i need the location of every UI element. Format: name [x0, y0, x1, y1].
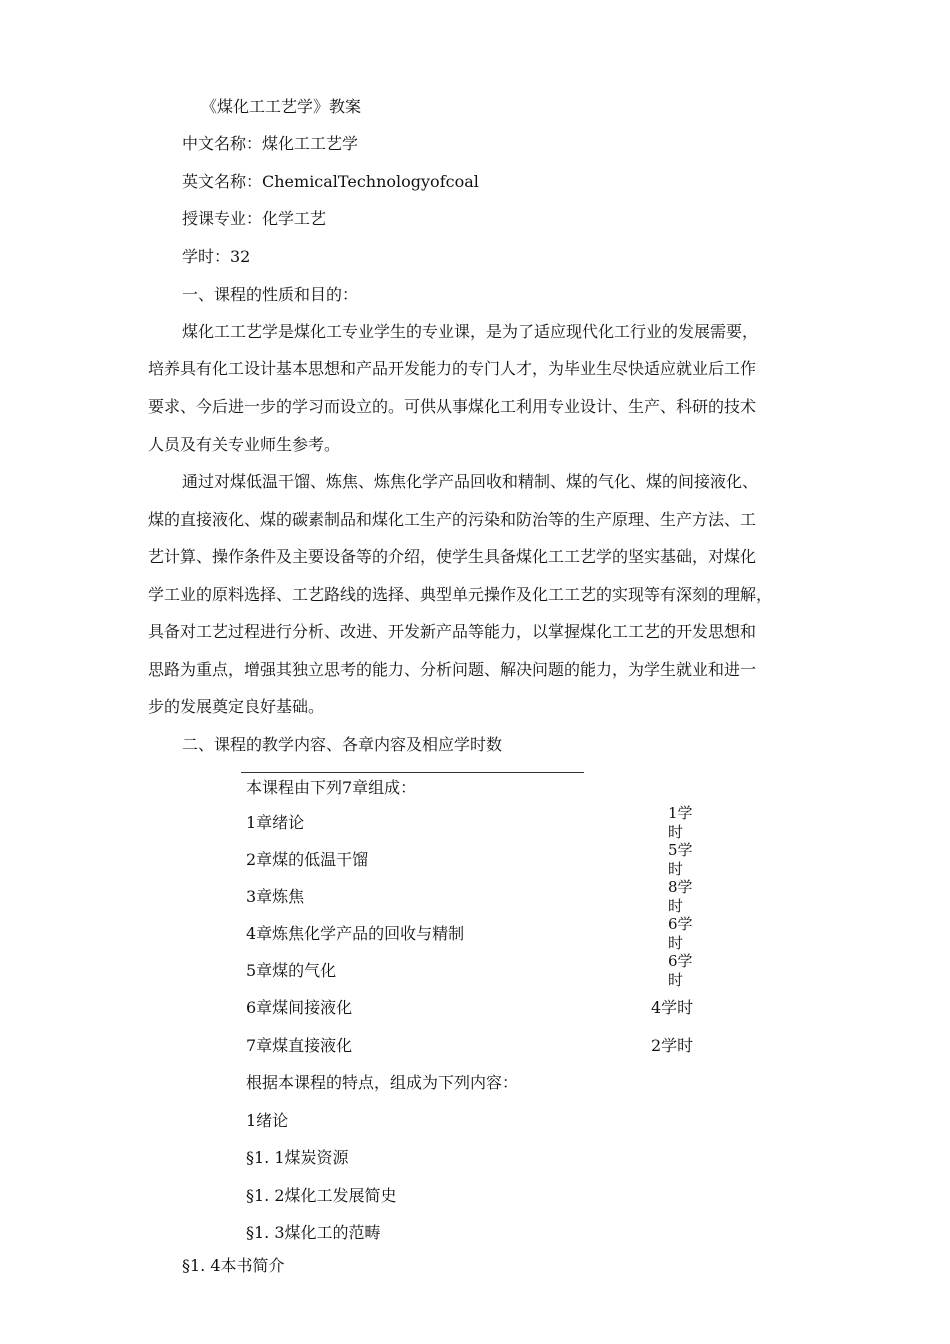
chapter-hours-part: 时 — [668, 934, 684, 952]
chinese-name: 中文名称：煤化工工艺学 — [182, 134, 359, 153]
table-top-rule — [241, 772, 584, 773]
chapter-hours-part: 时 — [668, 971, 684, 989]
paragraph-2-line: 学工业的原料选择、工艺路线的选择、典型单元操作及化工工艺的实现等有深刻的理解， — [148, 585, 773, 604]
subsection-item: §1. 3煤化工的范畴 — [246, 1223, 381, 1242]
chapter-name: 7章煤直接液化 — [246, 1036, 353, 1055]
chapter-hours — [668, 841, 708, 879]
paragraph-2-line: 通过对煤低温干馏、炼焦、炼焦化学产品回收和精制、煤的气化、煤的间接液化、 — [182, 472, 759, 491]
chapter-name: 5章煤的气化 — [246, 961, 337, 980]
chapter-hours-part: 5学 — [668, 841, 693, 859]
section-1-heading: 一、课程的性质和目的： — [182, 285, 359, 304]
chapter-name: 3章炼焦 — [246, 887, 305, 906]
chapter-hours: 2学时 — [651, 1036, 694, 1055]
chapter-name: 1章绪论 — [246, 813, 305, 832]
unit-heading: 1绪论 — [246, 1111, 289, 1130]
subsection-item: §1. 4本书简介 — [182, 1256, 285, 1275]
paragraph-2-line: 艺计算、操作条件及主要设备等的介绍，使学生具备煤化工工艺学的坚实基础，对煤化 — [148, 547, 757, 566]
chapter-hours-part: 8学 — [668, 878, 693, 896]
english-name: 英文名称：ChemicalTechnologyofcoal — [182, 172, 479, 191]
chapter-hours — [668, 952, 708, 990]
paragraph-2-line: 具备对工艺过程进行分析、改进、开发新产品等能力，以掌握煤化工工艺的开发思想和 — [148, 622, 757, 641]
class-hours: 学时：32 — [182, 247, 251, 266]
chapter-name: 2章煤的低温干馏 — [246, 850, 369, 869]
subsection-item: §1. 1煤炭资源 — [246, 1148, 349, 1167]
paragraph-2-line: 煤的直接液化、煤的碳素制品和煤化工生产的污染和防治等的生产原理、生产方法、工 — [148, 510, 757, 529]
chapters-intro: 本课程由下列7章组成： — [246, 778, 417, 797]
chapter-hours-part: 6学 — [668, 952, 693, 970]
section-2-heading: 二、课程的教学内容、各章内容及相应学时数 — [182, 735, 503, 754]
chapter-hours-part: 6学 — [668, 915, 693, 933]
content-intro: 根据本课程的特点，组成为下列内容： — [246, 1073, 519, 1092]
chapter-hours-part: 1学 — [668, 804, 693, 822]
paragraph-1-line: 煤化工工艺学是煤化工专业学生的专业课，是为了适应现代化工行业的发展需要， — [182, 322, 759, 341]
chapter-name: 4章炼焦化学产品的回收与精制 — [246, 924, 465, 943]
chapter-hours-part: 时 — [668, 860, 684, 878]
paragraph-1-line: 要求、今后进一步的学习而设立的。可供从事煤化工利用专业设计、生产、科研的技术 — [148, 397, 757, 416]
paragraph-2-line: 思路为重点，增强其独立思考的能力、分析问题、解决问题的能力，为学生就业和进一 — [148, 660, 757, 679]
teaching-major: 授课专业：化学工艺 — [182, 209, 327, 228]
chapter-hours-part: 时 — [668, 823, 684, 841]
chapter-hours — [668, 804, 708, 842]
paragraph-1-line: 培养具有化工设计基本思想和产品开发能力的专门人才，为毕业生尽快适应就业后工作 — [148, 359, 757, 378]
subsection-item: §1. 2煤化工发展简史 — [246, 1186, 397, 1205]
chapter-hours: 4学时 — [651, 998, 694, 1017]
chapter-name: 6章煤间接液化 — [246, 998, 353, 1017]
paragraph-2-line: 步的发展奠定良好基础。 — [148, 697, 325, 716]
chapter-hours — [668, 878, 708, 916]
chapter-hours-part: 时 — [668, 897, 684, 915]
document-title: 《煤化工工艺学》教案 — [201, 97, 362, 116]
chapter-hours — [668, 915, 708, 953]
paragraph-1-line: 人员及有关专业师生参考。 — [148, 435, 341, 454]
